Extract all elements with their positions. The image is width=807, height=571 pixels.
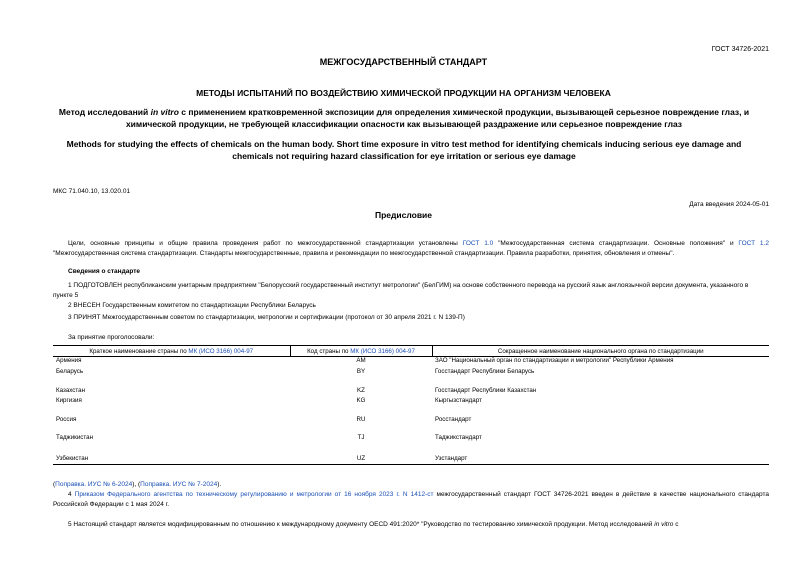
country-cell: Армения [56,357,82,364]
amendments-line [53,480,221,490]
amend-close: ). [217,481,222,488]
p1-text-c: "Межгосударственная система стандартизации. Стандарты межгосударственные, правила и рекомендации по межгосударственной стандартизации. Правила разработки, принятия, обновления и отмены". [53,250,675,257]
standard-code: ГОСТ 34726-2021 [711,46,769,53]
item4-num: 4 [68,491,75,498]
item-4-order [53,490,769,510]
introduction-date: Дата введения 2024-05-01 [689,201,769,208]
country-cell: Киргизия [56,396,82,404]
table-row [53,416,769,434]
english-subtitle: Methods for studying the effects of chemicals on the human body. Short time exposure in vitro test method for identifying chemicals inducing serious eye damage and chemicals not requiring hazard classification for eye irritation or serious eye damage [66,139,742,161]
item5-italic: in vitro [654,521,674,528]
body-cell: Росстандарт [435,415,472,423]
item-2-submitted: 2 ВНЕСЕН Государственным комитетом по стандартизации Республики Беларусь [68,302,316,309]
ru-subtitle-part2: с применением кратковременной экспозиции для определения химической продукции, вызывающей серьезное повреждение глаз, и химической продукции, не требующей классификации опасности как вызывающей раздражение или серьезное повреждение глаз [125,107,750,129]
body-cell: Таджикстандарт [435,433,482,441]
country-cell: Таджикистан [56,433,94,441]
country-cell: Беларусь [56,367,84,375]
item-5-modified [53,520,769,530]
item-3-adopted: 3 ПРИНЯТ Межгосударственным советом по стандартизации, метрологии и сертификации (протокол от 30 апреля 2021 г. N 139-П) [68,314,465,321]
item5-text-a: 5 Настоящий стандарт является модифицированным по отношению к международному документу OECD 491:2020* "Руководство по тестированию химической продукции. Метод исследований [68,521,655,528]
rosstandart-order-link[interactable]: Приказом Федерального агентства по техническому регулированию и метрологии от 16 ноября 2023 г. N 1412-ст [74,491,434,498]
amendment-link-2[interactable]: Поправка. ИУС № 7-2024 [140,481,218,488]
p1-text-a: Цели, основные принципы и общие правила проведения работ по межгосударственной стандартизации установлены [68,240,463,247]
code-cell: KZ [357,386,365,394]
country-cell: Казахстан [56,386,85,394]
standard-type-title: МЕЖГОСУДАРСТВЕННЫЙ СТАНДАРТ [319,57,488,67]
column-header-code [290,346,432,357]
table-row [53,387,769,397]
gost-1-2-link[interactable]: ГОСТ 1.2 [738,240,769,247]
body-cell: Госстандарт Республики Беларусь [435,367,535,375]
column-header-country [53,346,290,357]
mk-iso-link[interactable]: МК (ИСО 3166) 004-97 [188,347,254,355]
amendment-link-1[interactable]: Поправка. ИУС № 6-2024 [55,481,133,488]
mks-classification: МКС 71.040.10, 13.020.01 [53,188,131,195]
foreword-paragraph [53,239,769,259]
col2-text: Код страны по [307,347,351,355]
gost-1-0-link[interactable]: ГОСТ 1.0 [462,240,494,247]
column-header-body: Сокращенное наименование национального органа по стандартизации [432,346,769,357]
table-row [53,434,769,455]
code-cell: UZ [290,455,432,465]
amend-open: ( [53,481,56,488]
item-1-prepared: 1 ПОДГОТОВЛЕН республиканским унитарным предприятием "Белорусский государственный институт метрологии" (БелГИМ) на основе собственного перевода на русский язык англоязычной версии документа, указанного в пункте 5 [53,282,749,299]
p1-text-b: "Межгосударственная система стандартизации. Основные положения" и [493,240,739,247]
table-row [53,368,769,387]
col1-text: Краткое наименование страны по [89,347,189,355]
body-cell: Узстандарт [432,455,769,465]
russian-subtitle [46,106,762,130]
voted-label: За принятие проголосовали: [68,334,155,341]
ru-subtitle-italic: in vitro [150,107,179,117]
foreword-heading: Предисловие [374,210,433,220]
code-cell: AM [356,357,366,364]
item5-text-b: с [673,521,679,528]
amend-mid: ), ( [132,481,141,488]
ru-subtitle-part1: Метод исследований [58,107,151,117]
item4-rest: межгосударственный стандарт ГОСТ 34726-2021 введен в действие в качестве национального стандарта Российской Федерации с 1 мая 2024 г. [53,491,770,508]
code-cell: KG [356,396,366,404]
code-cell: RU [356,415,366,423]
table-header-row [53,346,769,357]
document-title: МЕТОДЫ ИСПЫТАНИЙ ПО ВОЗДЕЙСТВИЮ ХИМИЧЕСКОЙ ПРОДУКЦИИ НА ОРГАНИЗМ ЧЕЛОВЕКА [196,88,611,98]
table-row [53,455,769,465]
body-cell: Госстандарт Республики Казахстан [435,386,537,394]
country-cell: Россия [56,415,77,423]
table-row [53,357,769,368]
code-cell: BY [356,367,366,375]
country-cell: Узбекистан [53,455,290,465]
body-cell: Кыргызстандарт [435,396,482,404]
voting-countries-table [53,345,769,465]
mk-iso-link[interactable]: МК (ИСО 3166) 004-97 [350,347,415,355]
body-cell: ЗАО "Национальный орган по стандартизации и метрологии" Республики Армения [435,357,674,364]
table-row [53,397,769,416]
code-cell: TJ [357,433,365,441]
standard-info-heading: Сведения о стандарте [68,268,141,275]
